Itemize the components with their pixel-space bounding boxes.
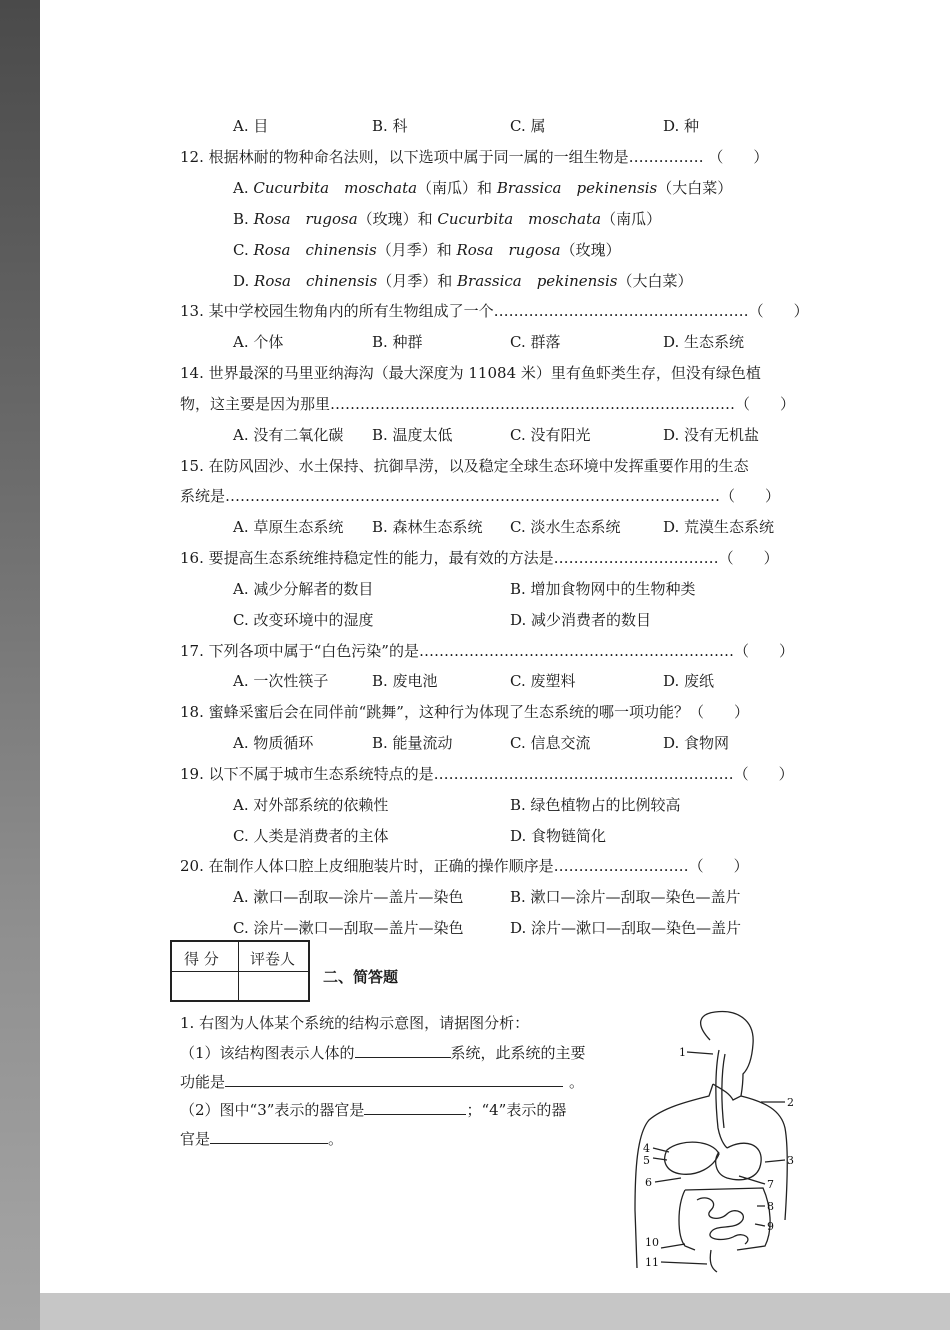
question-15-option-d: D. 荒漠生态系统 <box>663 518 775 536</box>
option-a: A. 目 <box>233 117 269 135</box>
diagram-label-4: 4 <box>643 1142 650 1155</box>
head-outline <box>701 1012 754 1100</box>
question-12-option-a <box>233 178 732 198</box>
option-c: C. 属 <box>510 117 546 135</box>
question-13-option-b: B. 种群 <box>372 333 423 351</box>
question-16-option-b: B. 增加食物网中的生物种类 <box>510 580 696 598</box>
option-prefix: C. <box>233 241 254 259</box>
question-12-option-b <box>233 209 661 229</box>
option-text: （大白菜） <box>657 179 733 197</box>
question-19-option-a: A. 对外部系统的依赖性 <box>233 796 389 814</box>
question-20-option-b: B. 漱口—涂片—刮取—染色—盖片 <box>510 888 741 906</box>
sa1-part2-cont <box>180 1128 343 1149</box>
diagram-label-10: 10 <box>645 1236 659 1249</box>
question-15-option-b: B. 森林生态系统 <box>372 518 483 536</box>
sa1-part1-cont <box>180 1071 584 1092</box>
question-20-option-a: A. 漱口—刮取—涂片—盖片—染色 <box>233 888 464 906</box>
diagram-label-9: 9 <box>767 1220 774 1233</box>
stomach <box>716 1143 761 1180</box>
question-text: （2）图中“3”表示的器官是 <box>180 1101 365 1119</box>
question-17-option-b: B. 废电池 <box>372 672 438 690</box>
diagram-label-8: 8 <box>767 1200 774 1213</box>
question-18-option-a: A. 物质循环 <box>233 734 314 752</box>
option-text: （南瓜） <box>601 210 662 228</box>
question-16-option-a: A. 减少分解者的数目 <box>233 580 374 598</box>
question-17-stem: 17. 下列各项中属于“白色污染”的是………………………………………………………（ ） <box>180 642 794 660</box>
latin-name: Brassica pekinensis <box>496 179 658 197</box>
small-intestine <box>697 1198 748 1244</box>
question-20-stem: 20. 在制作人体口腔上皮细胞装片时，正确的操作顺序是………………………（ ） <box>180 857 749 875</box>
diagram-label-11: 11 <box>645 1256 659 1269</box>
sa1-part2 <box>180 1099 566 1120</box>
sa1-intro: 1. 右图为人体某个系统的结构示意图，请据图分析： <box>180 1014 530 1032</box>
question-19-option-d: D. 食物链简化 <box>510 827 607 845</box>
option-text: （玫瑰）和 <box>357 210 438 228</box>
answer-blank[interactable] <box>225 1071 563 1087</box>
score-header: 得 分 <box>184 950 219 968</box>
question-15-stem-line2: 系统是………………………………………………………………………………………（ ） <box>180 487 781 505</box>
question-text: 。 <box>328 1130 344 1148</box>
liver <box>665 1142 719 1174</box>
question-17-option-d: D. 废纸 <box>663 672 715 690</box>
question-18-option-b: B. 能量流动 <box>372 734 453 752</box>
answer-blank[interactable] <box>364 1099 466 1115</box>
latin-name: Rosa chinensis <box>254 272 378 290</box>
question-16-option-c: C. 改变环境中的湿度 <box>233 611 374 629</box>
option-text: （玫瑰） <box>560 241 621 259</box>
option-text: （月季）和 <box>377 272 458 290</box>
question-text: 官是 <box>180 1130 211 1148</box>
table-divider <box>172 971 308 972</box>
label-leaders <box>653 1052 785 1264</box>
latin-name: Cucurbita moschata <box>437 210 602 228</box>
question-20-option-c: C. 涂片—漱口—刮取—盖片—染色 <box>233 919 464 937</box>
option-text: （南瓜）和 <box>417 179 497 197</box>
question-16-option-d: D. 减少消费者的数目 <box>510 611 652 629</box>
large-intestine <box>679 1188 770 1250</box>
question-text: 。 <box>569 1073 585 1091</box>
question-text: ；“4”表示的器 <box>466 1101 567 1119</box>
question-12-option-c <box>233 240 621 260</box>
option-d: D. 种 <box>663 117 700 135</box>
question-17-option-c: C. 废塑料 <box>510 672 576 690</box>
option-text: （大白菜） <box>617 272 693 290</box>
question-13-option-a: A. 个体 <box>233 333 284 351</box>
bottom-margin-bar <box>40 1293 950 1330</box>
diagram-label-5: 5 <box>643 1154 650 1167</box>
option-prefix: B. <box>233 210 254 228</box>
latin-name: Rosa chinensis <box>253 241 377 259</box>
latin-name: Rosa rugosa <box>456 241 561 259</box>
latin-name: Cucurbita moschata <box>253 179 418 197</box>
question-16-stem: 16. 要提高生态系统维持稳定性的能力，最有效的方法是……………………………（ ） <box>180 549 779 567</box>
rectum <box>710 1250 717 1272</box>
latin-name: Brassica pekinensis <box>457 272 618 290</box>
question-19-option-c: C. 人类是消费者的主体 <box>233 827 389 845</box>
question-14-stem-line2: 物，这主要是因为那里………………………………………………………………………（ ） <box>180 395 796 413</box>
question-20-option-d: D. 涂片—漱口—刮取—染色—盖片 <box>510 919 742 937</box>
option-b: B. 科 <box>372 117 408 135</box>
question-12-option-d <box>233 271 692 291</box>
question-19-option-b: B. 绿色植物占的比例较高 <box>510 796 681 814</box>
question-text: 系统，此系统的主要 <box>450 1044 586 1062</box>
question-15-option-c: C. 淡水生态系统 <box>510 518 621 536</box>
question-17-option-a: A. 一次性筷子 <box>233 672 329 690</box>
diagram-label-2: 2 <box>787 1096 794 1109</box>
question-13-option-c: C. 群落 <box>510 333 561 351</box>
question-18-option-d: D. 食物网 <box>663 734 730 752</box>
answer-blank[interactable] <box>355 1042 451 1058</box>
question-18-option-c: C. 信息交流 <box>510 734 591 752</box>
left-margin-bar <box>0 0 40 1330</box>
option-prefix: A. <box>233 179 254 197</box>
question-14-stem-line1: 14. 世界最深的马里亚纳海沟（最大深度为 11084 米）里有鱼虾类生存，但没有绿色植 <box>180 364 761 382</box>
question-14-option-c: C. 没有阳光 <box>510 426 591 444</box>
latin-name: Rosa rugosa <box>253 210 358 228</box>
option-text: （月季）和 <box>376 241 457 259</box>
sa1-part1 <box>180 1042 586 1063</box>
question-12-stem: 12. 根据林耐的物种命名法则，以下选项中属于同一属的一组生物是…………… （ ） <box>180 148 769 166</box>
question-14-option-d: D. 没有无机盐 <box>663 426 760 444</box>
diagram-label-1: 1 <box>679 1046 686 1059</box>
grader-header: 评卷人 <box>250 950 296 968</box>
question-text: 功能是 <box>180 1073 226 1091</box>
diagram-label-7: 7 <box>767 1178 774 1191</box>
section-title: 二、简答题 <box>323 968 399 986</box>
score-table <box>170 940 310 1002</box>
question-15-option-a: A. 草原生态系统 <box>233 518 344 536</box>
question-text: （1）该结构图表示人体的 <box>180 1044 355 1062</box>
question-13-option-d: D. 生态系统 <box>663 333 745 351</box>
digestive-system-diagram <box>615 1010 800 1275</box>
question-19-stem: 19. 以下不属于城市生态系统特点的是……………………………………………………（ ） <box>180 765 794 783</box>
option-prefix: D. <box>233 272 255 290</box>
question-15-stem-line1: 15. 在防风固沙、水土保持、抗御旱涝，以及稳定全球生态环境中发挥重要作用的生态 <box>180 457 749 475</box>
question-13-stem: 13. 某中学校园生物角内的所有生物组成了一个……………………………………………（ ） <box>180 302 809 320</box>
question-14-option-b: B. 温度太低 <box>372 426 453 444</box>
question-14-option-a: A. 没有二氧化碳 <box>233 426 344 444</box>
question-18-stem: 18. 蜜蜂采蜜后会在同伴前“跳舞”，这种行为体现了生态系统的哪一项功能？（ ） <box>180 703 749 721</box>
diagram-label-3: 3 <box>787 1154 794 1167</box>
diagram-label-6: 6 <box>645 1176 652 1189</box>
answer-blank[interactable] <box>210 1128 328 1144</box>
